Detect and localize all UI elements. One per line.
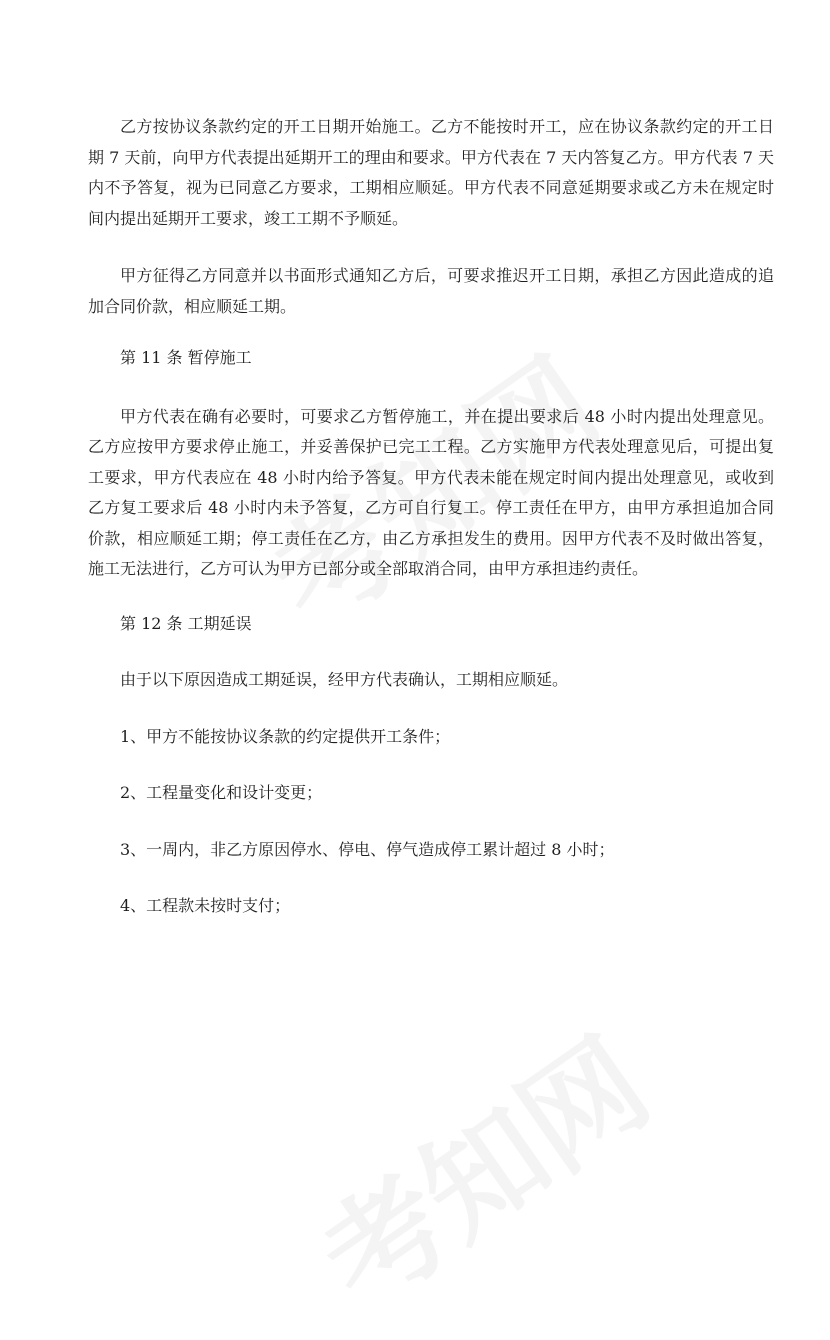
list-item: 1、甲方不能按协议条款的约定提供开工条件； <box>120 726 451 746</box>
list-item: 4、工程款未按时支付； <box>120 896 291 915</box>
list-item: 3、一周内，非乙方原因停水、停电、停气造成停工累计超过 8 小时； <box>120 839 615 859</box>
article-11-heading: 第 11 条 暂停施工 <box>120 348 252 367</box>
paragraph-postpone-start: 甲方征得乙方同意并以书面形式通知乙方后，可要求推迟开工日期，承担乙方因此造成的追加合同价款，相应顺延工期。 <box>88 266 774 316</box>
paragraph-delay-intro: 由于以下原因造成工期延误，经甲方代表确认，工期相应顺延。 <box>120 670 569 689</box>
paragraph-start-work: 乙方按协议条款约定的开工日期开始施工。乙方不能按时开工，应在协议条款约定的开工日期 7 天前，向甲方代表提出延期开工的理由和要求。甲方代表在 7 天内答复乙方。甲方代表 7 天内不予答复，视为已同意乙方要求，工期相应顺延。甲方代表不同意延期要求或乙方未在规定时间内提出延期开工要求，竣工工期不予顺延。 <box>88 117 774 228</box>
list-item: 2、工程量变化和设计变更； <box>120 783 323 802</box>
article-12-heading: 第 12 条 工期延误 <box>120 613 252 633</box>
paragraph-suspension: 甲方代表在确有必要时，可要求乙方暂停施工，并在提出要求后 48 小时内提出处理意见。乙方应按甲方要求停止施工，并妥善保护已完工工程。乙方实施甲方代表处理意见后，可提出复工要求，甲方代表应在 48 小时内给予答复。甲方代表未能在规定时间内提出处理意见，或收到乙方复工要求后 48 小时内未予答复，乙方可自行复工。停工责任在甲方，由甲方承担追加合同价款，相应顺延工期；停工责任在乙方，由乙方承担发生的费用。因甲方代表不及时做出答复，施工无法进行，乙方可认为甲方已部分或全部取消合同，由甲方承担违约责任。 <box>88 406 774 578</box>
document-body <box>88 112 774 922</box>
watermark <box>283 992 677 1339</box>
